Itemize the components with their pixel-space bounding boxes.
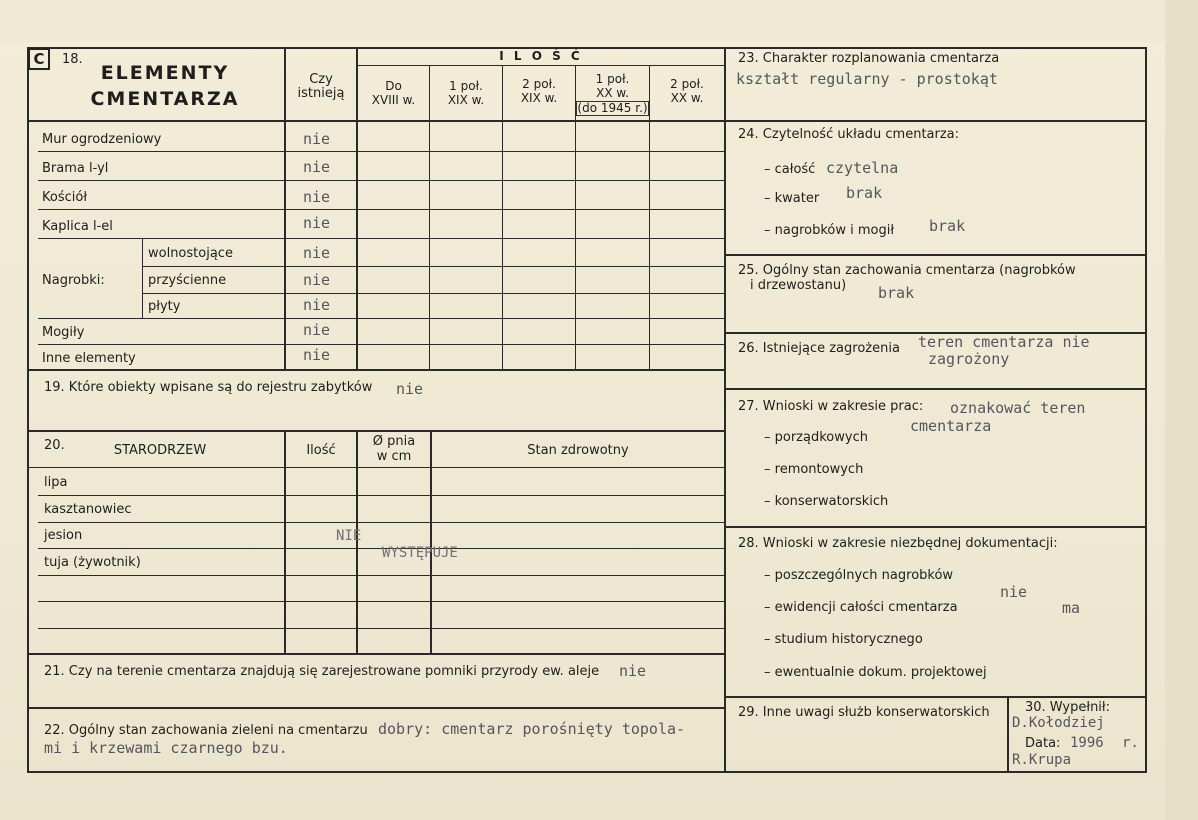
section-18-title: ELEMENTY	[100, 62, 230, 84]
col-stan-zdrowotny: Stan zdrowotny	[527, 443, 629, 458]
tree-tuja: tuja (żywotnik)	[44, 555, 141, 570]
prace-konserwatorskie: – konserwatorskich	[764, 494, 889, 509]
row-value-kaplica: nie	[303, 214, 331, 232]
row-label-mogily: Mogiły	[42, 325, 85, 340]
czytelnosc-calosc-label: – całość	[764, 162, 816, 177]
section-22-value-1: dobry: cmentarz porośnięty topola-	[378, 720, 686, 738]
czytelnosc-nagrobkow-value: brak	[929, 217, 966, 235]
section-23-label: 23. Charakter rozplanowania cmentarza	[738, 51, 1000, 66]
row-value-plyty: nie	[303, 296, 331, 314]
section-27-value-2: cmentarza	[910, 417, 992, 435]
prace-porzadkowe: – porządkowych	[764, 430, 868, 445]
czytelnosc-kwater-value: brak	[846, 184, 883, 202]
col-pnia: Ø pnia	[372, 434, 416, 449]
section-letter-box: C	[28, 48, 50, 70]
ilosc-header: I L O Ś Ć	[499, 49, 583, 63]
row-label-mur: Mur ogrodzeniowy	[42, 132, 162, 147]
section-29-label: 29. Inne uwagi służb konserwatorskich	[738, 705, 990, 720]
date-label: Data:	[1025, 736, 1061, 751]
row-value-mur: nie	[303, 130, 331, 148]
filled-by-name-1: D.Kołodziej	[1012, 715, 1105, 731]
section-22-label: 22. Ogólny stan zachowania zieleni na cmentarzu	[44, 723, 368, 738]
row-value-przyscienne: nie	[303, 271, 331, 289]
section-21-value: nie	[619, 662, 647, 680]
row-value-inne: nie	[303, 346, 331, 364]
stamp-nie: NIE	[336, 528, 362, 544]
nagrobki-label: Nagrobki:	[42, 273, 105, 288]
section-20-number: 20.	[44, 438, 65, 453]
row-label-wolnostojace: wolnostojące	[148, 246, 233, 261]
dok-studium: – studium historycznego	[764, 632, 923, 647]
col-czy-istnieja: Czy	[309, 72, 333, 87]
section-19-value: nie	[396, 380, 424, 398]
section-27-value-1: oznakować teren	[950, 399, 1086, 417]
card-right-margin	[1165, 0, 1198, 820]
dok-nagrobkow: – poszczególnych nagrobków	[764, 568, 954, 583]
tree-lipa: lipa	[44, 475, 68, 490]
czytelnosc-calosc-value: czytelna	[826, 159, 899, 177]
row-value-wolnostojace: nie	[303, 244, 331, 262]
section-26-label: 26. Istniejące zagrożenia	[738, 341, 900, 356]
dok-projektowej: – ewentualnie dokum. projektowej	[764, 665, 987, 680]
section-25-value: brak	[878, 284, 915, 302]
section-21-label: 21. Czy na terenie cmentarza znajdują się zarejestrowane pomniki przyrody ew. aleje	[44, 664, 600, 679]
row-label-kosciol: Kościół	[42, 190, 88, 205]
section-28-value-2: ma	[1062, 599, 1081, 617]
col-pnia-2: w cm	[376, 449, 412, 464]
row-label-kaplica: Kaplica l-el	[42, 219, 113, 234]
section-18-number: 18.	[62, 52, 83, 67]
filled-by-name-2: R.Krupa	[1012, 752, 1072, 768]
section-20-title: STARODRZEW	[113, 443, 207, 458]
section-25-label-2: i drzewostanu)	[750, 278, 847, 293]
section-28-value-1: nie	[1000, 583, 1028, 601]
section-28-label: 28. Wnioski w zakresie niezbędnej dokumentacji:	[738, 536, 1058, 551]
section-27-label: 27. Wnioski w zakresie prac:	[738, 399, 924, 414]
row-value-mogily: nie	[303, 321, 331, 339]
row-label-plyty: płyty	[148, 299, 181, 314]
section-22-value-2: mi i krzewami czarnego bzu.	[44, 739, 288, 757]
tree-jesion: jesion	[44, 528, 83, 543]
row-value-kosciol: nie	[303, 188, 331, 206]
section-24-label: 24. Czytelność układu cmentarza:	[738, 127, 960, 142]
section-30-label: 30. Wypełnił:	[1025, 700, 1110, 715]
row-value-brama: nie	[303, 158, 331, 176]
date-value: 1996	[1070, 735, 1104, 751]
section-25-label: 25. Ogólny stan zachowania cmentarza (nagrobków	[738, 263, 1076, 278]
card-top-margin	[0, 0, 1198, 42]
stamp-wystepuje: WYSTĘPUJE	[382, 545, 458, 561]
row-label-przyscienne: przyścienne	[148, 273, 227, 288]
section-18-title-2: CMENTARZA	[90, 88, 240, 110]
col-czy-istnieja-2: istnieją	[297, 86, 345, 101]
row-label-inne: Inne elementy	[42, 351, 136, 366]
section-23-value: kształt regularny - prostokąt	[736, 70, 998, 88]
section-26-value-2: zagrożony	[928, 350, 1010, 368]
date-suffix: r.	[1122, 735, 1139, 751]
col-ilosc: Ilość	[306, 443, 336, 458]
czytelnosc-nagrobkow-label: – nagrobków i mogił	[764, 223, 895, 238]
section-19-label: 19. Które obiekty wpisane są do rejestru zabytków	[44, 380, 373, 395]
section-26-value-1: teren cmentarza nie	[918, 333, 1090, 351]
dok-ewidencji: – ewidencji całości cmentarza	[764, 600, 958, 615]
tree-kasztanowiec: kasztanowiec	[44, 502, 132, 517]
row-label-brama: Brama l-yl	[42, 161, 109, 176]
czytelnosc-kwater-label: – kwater	[764, 191, 820, 206]
prace-remontowe: – remontowych	[764, 462, 864, 477]
